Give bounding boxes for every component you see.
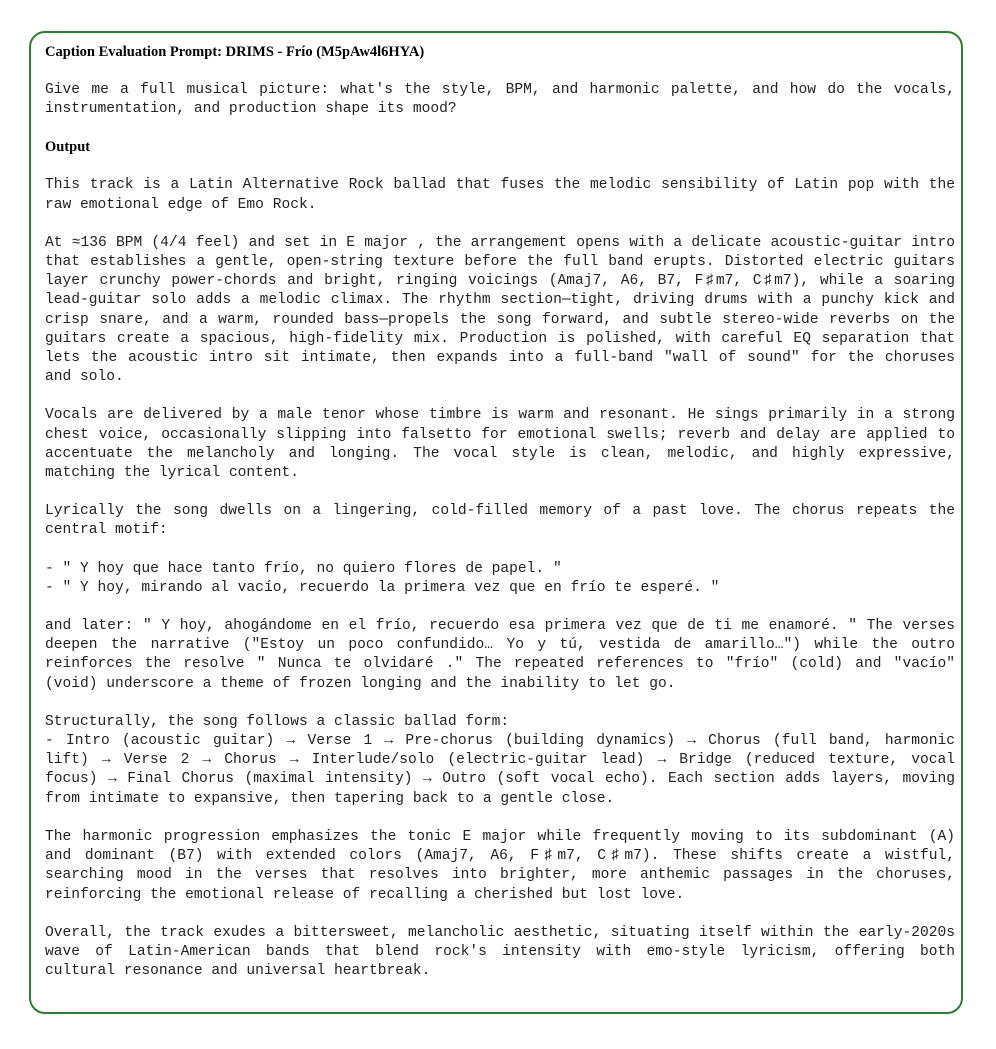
output-paragraph-structure: [45, 713, 955, 809]
lyric-quote-1: - " Y hoy que hace tanto frío, no quiero flores de papel. ": [45, 560, 562, 577]
output-paragraph-overall: Overall, the track exudes a bittersweet, melancholic aesthetic, situating itself within the early-2020s wave of Latin-American bands that blend rock's intensity with emo-style lyricism, offering both cultural resonance and universal heartbreak.: [45, 924, 955, 980]
card-content: [45, 43, 955, 981]
prompt-text: Give me a full musical picture: what's the style, BPM, and harmonic palette, and how do the vocals, instrumentation, and production shape its mood?: [45, 82, 955, 118]
evaluation-card: [29, 31, 963, 1014]
lyric-quote-list: [45, 560, 955, 598]
output-paragraph-arrangement: At ≈136 BPM (4/4 feel) and set in E major , the arrangement opens with a delicate acoustic-guitar intro that establishes a gentle, open-string texture before the full band erupts. Distorted electric guitars layer crunchy power-chords and bright, ringing voicings (Amaj7, A6, B7, F♯m7, C♯m7), while a soaring lead-guitar solo adds a melodic climax. The rhythm section—tight, driving drums with a punchy kick and crisp snare, and a warm, rounded bass—propels the song forward, and subtle stereo-wide reverbs on the guitars create a spacious, high-fidelity mix. Production is polished, with careful EQ separation that lets the acoustic intro sit intimate, then expands into a full-band "wall of sound" for the choruses and solo.: [45, 234, 955, 386]
output-paragraph-vocals: Vocals are delivered by a male tenor whose timbre is warm and resonant. He sings primarily in a strong chest voice, occasionally slipping into falsetto for emotional swells; reverb and delay are applied to accentuate the melancholy and longing. The vocal style is clean, melodic, and highly expressive, matching the lyrical content.: [45, 407, 955, 482]
output-paragraph-lyrics: Lyrically the song dwells on a lingering, cold-filled memory of a past love. The chorus repeats the central motif:: [45, 503, 955, 539]
structure-intro: Structurally, the song follows a classic ballad form:: [45, 713, 510, 730]
output-paragraph-harmony: The harmonic progression emphasizes the tonic E major while frequently moving to its subdominant (A) and dominant (B7) with extended colors (Amaj7, A6, F♯m7, C♯m7). These shifts create a wistful, searching mood in the verses that resolves into brighter, more anthemic passages in the choruses, reinforcing the emotional release of recalling a cherished but lost love.: [45, 828, 955, 903]
card-title: Caption Evaluation Prompt: DRIMS - Frío (M5pAw4l6HYA): [45, 44, 425, 60]
output-heading: Output: [45, 139, 91, 156]
output-paragraph-style: This track is a Latin Alternative Rock ballad that fuses the melodic sensibility of Latin pop with the raw emotional edge of Emo Rock.: [45, 177, 955, 213]
structure-form: - Intro (acoustic guitar) → Verse 1 → Pre-chorus (building dynamics) → Chorus (full band, harmonic lift) → Verse 2 → Chorus → Interlude/solo (electric-guitar lead) → Bridge (reduced texture, vocal focus) → Final Chorus (maximal intensity) → Outro (soft vocal echo). Each section adds layers, moving from intimate to expansive, then tapering back to a gentle close.: [45, 733, 955, 807]
output-paragraph-narrative: and later: " Y hoy, ahogándome en el frío, recuerdo esa primera vez que de ti me enamoré. " The verses deepen the narrative ("Estoy un poco confundido… Yo y tú, vestida de amarillo…") while the outro reinforces the resolve " Nunca te olvidaré ." The repeated references to "frío" (cold) and "vacío" (void) underscore a theme of frozen longing and the inability to let go.: [45, 618, 955, 692]
lyric-quote-2: - " Y hoy, mirando al vacío, recuerdo la primera vez que en frío te esperé. ": [45, 579, 720, 596]
